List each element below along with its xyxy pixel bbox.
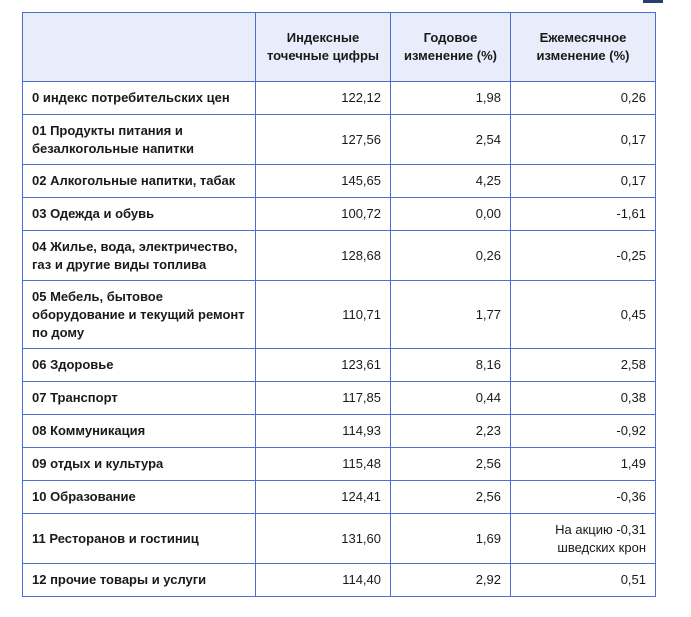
row-category: 07 Транспорт <box>23 382 256 415</box>
row-index-value: 100,72 <box>256 198 391 231</box>
row-index-value: 124,41 <box>256 481 391 514</box>
table-row <box>23 448 656 481</box>
row-monthly-change: 0,38 <box>511 382 656 415</box>
row-index-value: 114,93 <box>256 415 391 448</box>
row-annual-change: 2,92 <box>391 564 511 597</box>
row-category: 06 Здоровье <box>23 349 256 382</box>
row-category: 02 Алкогольные напитки, табак <box>23 165 256 198</box>
table-row <box>23 165 656 198</box>
row-index-value: 115,48 <box>256 448 391 481</box>
row-annual-change: 1,77 <box>391 281 511 349</box>
row-annual-change: 2,54 <box>391 115 511 165</box>
row-category: 05 Мебель, бытовое оборудование и текущий ремонт по дому <box>23 281 256 349</box>
row-monthly-change: На акцию -0,31 шведских крон <box>511 514 656 564</box>
table-header <box>23 13 656 82</box>
row-index-value: 114,40 <box>256 564 391 597</box>
row-monthly-change: -0,92 <box>511 415 656 448</box>
row-annual-change: 4,25 <box>391 165 511 198</box>
table-row <box>23 382 656 415</box>
header-annual-change: Годовое изменение (%) <box>391 13 511 82</box>
row-category: 12 прочие товары и услуги <box>23 564 256 597</box>
table-row <box>23 415 656 448</box>
row-index-value: 110,71 <box>256 281 391 349</box>
table-row <box>23 281 656 349</box>
row-annual-change: 0,44 <box>391 382 511 415</box>
row-category: 04 Жилье, вода, электричество, газ и другие виды топлива <box>23 231 256 281</box>
table-body <box>23 82 656 597</box>
table-row <box>23 514 656 564</box>
table-row <box>23 115 656 165</box>
row-monthly-change: 0,17 <box>511 165 656 198</box>
row-monthly-change: 1,49 <box>511 448 656 481</box>
row-monthly-change: 0,17 <box>511 115 656 165</box>
row-index-value: 128,68 <box>256 231 391 281</box>
row-monthly-change: -1,61 <box>511 198 656 231</box>
row-index-value: 122,12 <box>256 82 391 115</box>
header-row <box>23 13 656 82</box>
row-annual-change: 2,56 <box>391 448 511 481</box>
table-row <box>23 82 656 115</box>
row-index-value: 145,65 <box>256 165 391 198</box>
row-annual-change: 1,98 <box>391 82 511 115</box>
header-category <box>23 13 256 82</box>
row-category: 09 отдых и культура <box>23 448 256 481</box>
row-category: 08 Коммуникация <box>23 415 256 448</box>
row-index-value: 117,85 <box>256 382 391 415</box>
corner-mark <box>643 0 663 3</box>
header-index: Индексные точечные цифры <box>256 13 391 82</box>
row-annual-change: 8,16 <box>391 349 511 382</box>
row-annual-change: 0,00 <box>391 198 511 231</box>
row-index-value: 131,60 <box>256 514 391 564</box>
table-row <box>23 198 656 231</box>
row-category: 01 Продукты питания и безалкогольные напитки <box>23 115 256 165</box>
header-monthly-change: Ежемесячное изменение (%) <box>511 13 656 82</box>
row-category: 0 индекс потребительских цен <box>23 82 256 115</box>
row-monthly-change: 2,58 <box>511 349 656 382</box>
row-index-value: 123,61 <box>256 349 391 382</box>
table-row <box>23 349 656 382</box>
row-index-value: 127,56 <box>256 115 391 165</box>
table-row <box>23 481 656 514</box>
row-monthly-change: 0,51 <box>511 564 656 597</box>
row-monthly-change: -0,25 <box>511 231 656 281</box>
row-monthly-change: -0,36 <box>511 481 656 514</box>
cpi-table <box>22 12 656 597</box>
row-category: 10 Образование <box>23 481 256 514</box>
row-category: 03 Одежда и обувь <box>23 198 256 231</box>
row-annual-change: 0,26 <box>391 231 511 281</box>
row-monthly-change: 0,45 <box>511 281 656 349</box>
row-category: 11 Ресторанов и гостиниц <box>23 514 256 564</box>
row-annual-change: 2,56 <box>391 481 511 514</box>
table-row <box>23 564 656 597</box>
row-annual-change: 2,23 <box>391 415 511 448</box>
row-annual-change: 1,69 <box>391 514 511 564</box>
table-row <box>23 231 656 281</box>
row-monthly-change: 0,26 <box>511 82 656 115</box>
